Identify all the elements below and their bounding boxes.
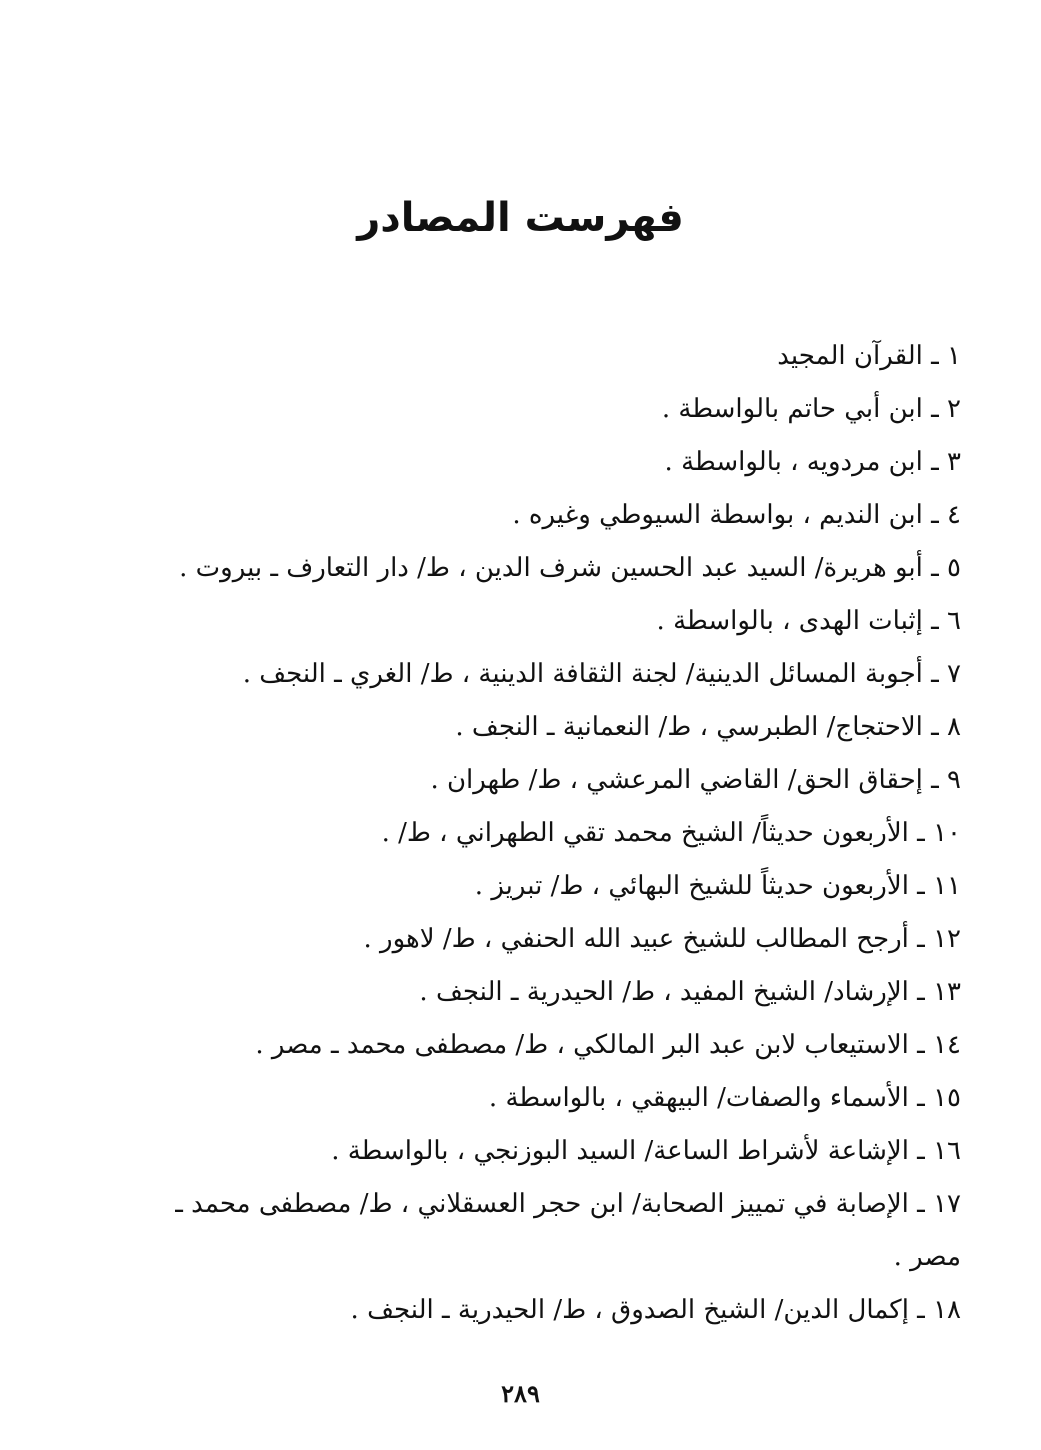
source-entry: ٩ ـ إحقاق الحق/ القاضي المرعشي ، ط/ طهران .: [430, 765, 961, 795]
page-title: فهرست المصادر: [357, 195, 684, 241]
source-entry: ٢ ـ ابن أبي حاتم بالواسطة .: [661, 394, 961, 424]
source-entry: ١٥ ـ الأسماء والصفات/ البيهقي ، بالواسطة .: [488, 1083, 961, 1113]
source-entry: ٧ ـ أجوبة المسائل الدينية/ لجنة الثقافة الدينية ، ط/ الغري ـ النجف .: [242, 659, 961, 689]
source-entry: ٥ ـ أبو هريرة/ السيد عبد الحسين شرف الدين ، ط/ دار التعارف ـ بيروت .: [179, 553, 961, 583]
source-entry: ٣ ـ ابن مردويه ، بالواسطة .: [664, 447, 961, 477]
source-entry: ١٠ ـ الأربعون حديثاً/ الشيخ محمد تقي الطهراني ، ط/ .: [381, 818, 961, 848]
source-entry: ١٨ ـ إكمال الدين/ الشيخ الصدوق ، ط/ الحيدرية ـ النجف .: [350, 1295, 961, 1325]
page-number: ٢٨٩: [501, 1379, 540, 1408]
source-entry: ٨ ـ الاحتجاج/ الطبرسي ، ط/ النعمانية ـ النجف .: [455, 712, 961, 742]
source-entry: ١٦ ـ الإشاعة لأشراط الساعة/ السيد البوزنجي ، بالواسطة .: [331, 1136, 961, 1166]
source-entry: ١٢ ـ أرجح المطالب للشيخ عبيد الله الحنفي ، ط/ لاهور .: [363, 924, 961, 954]
source-entry: ٤ ـ ابن النديم ، بواسطة السيوطي وغيره .: [512, 500, 961, 530]
source-entry: ١١ ـ الأربعون حديثاً للشيخ البهائي ، ط/ تبريز .: [474, 871, 961, 901]
source-entry: ١٤ ـ الاستيعاب لابن عبد البر المالكي ، ط/ مصطفى محمد ـ مصر .: [255, 1030, 961, 1060]
source-entry: ١ ـ القرآن المجيد: [777, 341, 961, 371]
sources-list: [61, 330, 961, 1337]
source-entry: ٦ ـ إثبات الهدى ، بالواسطة .: [656, 606, 961, 636]
source-entry-continuation: مصر .: [893, 1242, 961, 1272]
source-entry: ١٣ ـ الإرشاد/ الشيخ المفيد ، ط/ الحيدرية ـ النجف .: [419, 977, 961, 1007]
source-entry: ١٧ ـ الإصابة في تمييز الصحابة/ ابن حجر العسقلاني ، ط/ مصطفى محمد ـ: [175, 1189, 961, 1219]
